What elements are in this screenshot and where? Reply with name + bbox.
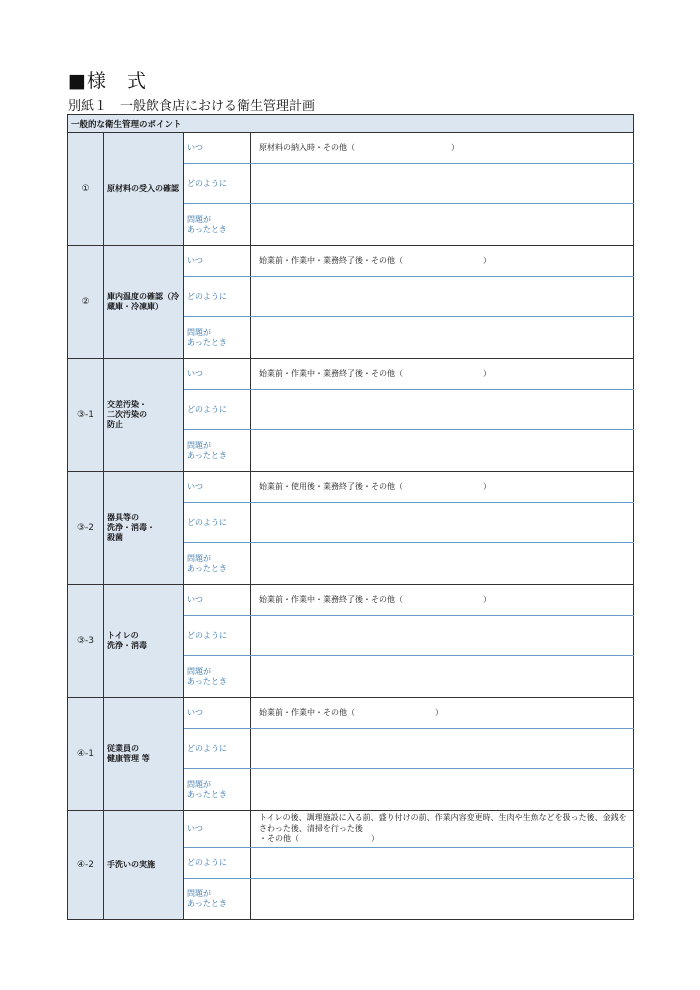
when-label: いつ xyxy=(184,698,251,729)
when-value-field[interactable]: 始業前・作業中・業務終了後・その他（ ） xyxy=(251,246,634,277)
item-number: ② xyxy=(68,246,104,359)
problem-value-field[interactable] xyxy=(251,430,634,472)
when-value-field[interactable]: 始業前・作業中・その他（ ） xyxy=(251,698,634,729)
item-category: 器具等の 洗浄・消毒・ 殺菌 xyxy=(104,472,184,585)
problem-value-field[interactable] xyxy=(251,543,634,585)
when-value-field[interactable]: 始業前・使用後・業務終了後・その他（ ） xyxy=(251,472,634,503)
table-header-row xyxy=(68,115,634,133)
item-row-when xyxy=(68,246,634,277)
when-label: いつ xyxy=(184,133,251,164)
document-subtitle: 別紙１ 一般飲食店における衛生管理計画 xyxy=(68,99,316,114)
problem-label: 問題が あったとき xyxy=(184,656,251,698)
page-title: ■様 式 xyxy=(68,70,147,92)
item-row-when xyxy=(68,811,634,848)
how-label: どのように xyxy=(184,164,251,204)
item-number: ③-1 xyxy=(68,359,104,472)
when-value-field[interactable]: 原材料の納入時・その他（ ） xyxy=(251,133,634,164)
item-category: 原材料の受入の確認 xyxy=(104,133,184,246)
item-number: ③-3 xyxy=(68,585,104,698)
problem-value-field[interactable] xyxy=(251,317,634,359)
problem-value-field[interactable] xyxy=(251,204,634,246)
problem-label: 問題が あったとき xyxy=(184,543,251,585)
when-value-field[interactable]: トイレの後、調理施設に入る前、盛り付けの前、作業内容変更時、生肉や生魚などを扱った後、金銭をさわった後、清掃を行った後 ・その他（ ） xyxy=(251,811,634,848)
problem-label: 問題が あったとき xyxy=(184,879,251,920)
when-label: いつ xyxy=(184,472,251,503)
problem-label: 問題が あったとき xyxy=(184,317,251,359)
when-value-field[interactable]: 始業前・作業中・業務終了後・その他（ ） xyxy=(251,585,634,616)
when-label: いつ xyxy=(184,585,251,616)
how-value-field[interactable] xyxy=(251,277,634,317)
item-row-when xyxy=(68,698,634,729)
how-label: どのように xyxy=(184,277,251,317)
how-label: どのように xyxy=(184,503,251,543)
how-value-field[interactable] xyxy=(251,616,634,656)
how-label: どのように xyxy=(184,616,251,656)
item-number: ④-2 xyxy=(68,811,104,920)
item-number: ③-2 xyxy=(68,472,104,585)
when-label: いつ xyxy=(184,811,251,848)
how-label: どのように xyxy=(184,848,251,879)
item-category: 従業員の 健康管理 等 xyxy=(104,698,184,811)
item-category: 庫内温度の確認（冷蔵庫・冷凍庫） xyxy=(104,246,184,359)
item-number: ④-1 xyxy=(68,698,104,811)
hygiene-plan-table xyxy=(67,114,634,920)
problem-label: 問題が あったとき xyxy=(184,769,251,811)
item-category: 手洗いの実施 xyxy=(104,811,184,920)
how-label: どのように xyxy=(184,729,251,769)
problem-label: 問題が あったとき xyxy=(184,430,251,472)
problem-value-field[interactable] xyxy=(251,769,634,811)
item-row-when xyxy=(68,359,634,390)
how-value-field[interactable] xyxy=(251,729,634,769)
when-label: いつ xyxy=(184,359,251,390)
section-title: 一般的な衛生管理のポイント xyxy=(68,115,634,133)
how-value-field[interactable] xyxy=(251,390,634,430)
item-category: 交差汚染・ 二次汚染の 防止 xyxy=(104,359,184,472)
problem-value-field[interactable] xyxy=(251,656,634,698)
how-value-field[interactable] xyxy=(251,848,634,879)
item-row-when xyxy=(68,133,634,164)
how-value-field[interactable] xyxy=(251,503,634,543)
item-category: トイレの 洗浄・消毒 xyxy=(104,585,184,698)
when-label: いつ xyxy=(184,246,251,277)
problem-value-field[interactable] xyxy=(251,879,634,920)
item-number: ① xyxy=(68,133,104,246)
when-value-field[interactable]: 始業前・作業中・業務終了後・その他（ ） xyxy=(251,359,634,390)
how-label: どのように xyxy=(184,390,251,430)
how-value-field[interactable] xyxy=(251,164,634,204)
item-row-when xyxy=(68,472,634,503)
problem-label: 問題が あったとき xyxy=(184,204,251,246)
item-row-when xyxy=(68,585,634,616)
